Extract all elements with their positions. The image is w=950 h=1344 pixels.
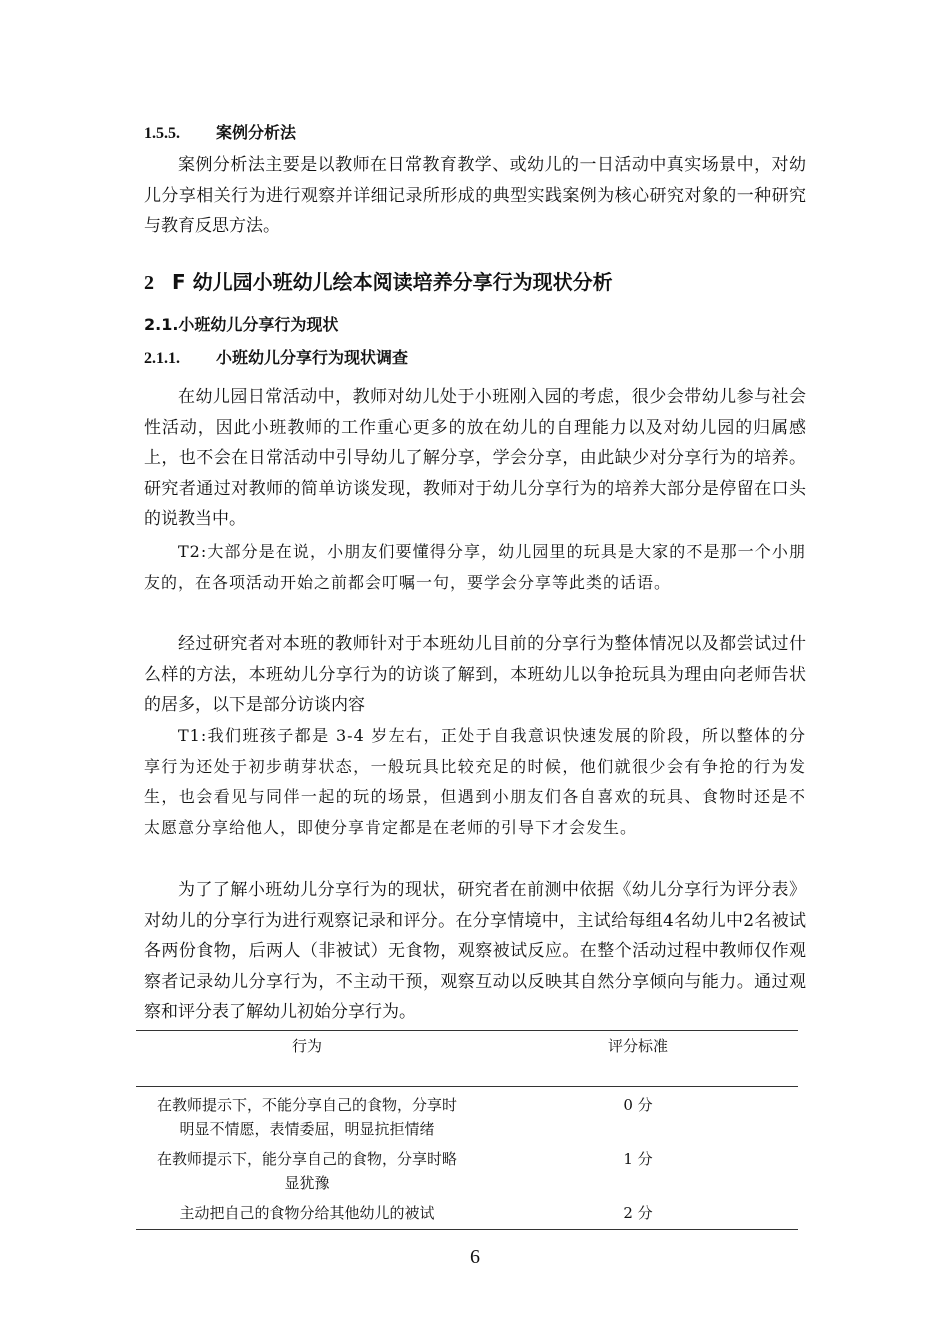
score-cell: 1 分	[623, 1150, 653, 1168]
section-heading-1-5-5	[144, 120, 296, 143]
section-number: 2.1.1.	[144, 350, 180, 367]
column-header-score: 评分标准	[478, 1031, 798, 1087]
behavior-cell: 在教师提示下，不能分享自己的食物，分享时明显不情愿，表情委屈，明显抗拒情绪	[156, 1096, 457, 1138]
behavior-cell: 在教师提示下，能分享自己的食物，分享时略显犹豫	[156, 1150, 457, 1192]
table-header-row	[136, 1031, 798, 1087]
score-cell: 2 分	[478, 1199, 798, 1230]
section-number: 1.5.5.	[144, 125, 180, 142]
behavior-cell: 主动把自己的食物分给其他幼儿的被试	[136, 1199, 478, 1230]
table-row	[136, 1199, 798, 1230]
chapter-heading-2	[144, 266, 613, 295]
paragraph-interview-intro: 经过研究者对本班的教师针对于本班幼儿目前的分享行为整体情况以及都尝试过什么样的方法，本班幼儿分享行为的访谈了解到，本班幼儿以争抢玩具为理由向老师告状的居多，以下是部分访谈内容	[144, 634, 806, 715]
page-number: 6	[470, 1246, 480, 1268]
column-header-behavior: 行为	[136, 1031, 478, 1087]
interview-quote-t2: T2:大部分是在说，小朋友们要懂得分享，幼儿园里的玩具是大家的不是那一个小朋友的，在各项活动开始之前都会叮嘱一句，要学会分享等此类的话语。	[144, 542, 806, 592]
paragraph-pretest: 为了了解小班幼儿分享行为的现状，研究者在前测中依据《幼儿分享行为评分表》对幼儿的分享行为进行观察记录和评分。在分享情境中，主试给每组4名幼儿中2名被试各两份食物，后两人（非被试）无食物，观察被试反应。在整个活动过程中教师仅作观察者记录幼儿分享行为，不主动干预，观察互动以反映其自然分享倾向与能力。通过观察和评分表了解幼儿初始分享行为。	[144, 880, 806, 1022]
chapter-title: F 幼儿园小班幼儿绘本阅读培养分享行为现状分析	[172, 270, 613, 294]
section-title: 小班幼儿分享行为现状调查	[216, 348, 409, 367]
scoring-table	[136, 1030, 798, 1230]
table-row	[136, 1087, 798, 1146]
section-heading-2-1-1	[144, 345, 408, 368]
paragraph-daily-activities: 在幼儿园日常活动中，教师对幼儿处于小班刚入园的考虑，很少会带幼儿参与社会性活动，因此小班教师的工作重心更多的放在幼儿的自理能力以及对幼儿园的归属感上，也不会在日常活动中引导幼儿了解分享，学会分享，由此缺少对分享行为的培养。研究者通过对教师的简单访谈发现，教师对于幼儿分享行为的培养大部分是停留在口头的说教当中。	[144, 387, 806, 529]
section-heading-2-1: 2.1.小班幼儿分享行为现状	[144, 315, 339, 334]
interview-quote-t1: T1:我们班孩子都是 3-4 岁左右，正处于自我意识快速发展的阶段，所以整体的分享行为还处于初步萌芽状态，一般玩具比较充足的时候，他们就很少会有争抢的行为发生，也会看见与同伴一起的玩的场景，但遇到小朋友们各自喜欢的玩具、食物时还是不太愿意分享给他人，即使分享肯定都是在老师的引导下才会发生。	[144, 726, 806, 837]
section-title: 案例分析法	[216, 123, 297, 142]
table-row	[136, 1145, 798, 1199]
chapter-number: 2	[144, 272, 154, 294]
score-cell: 0 分	[623, 1096, 653, 1114]
paragraph-case-analysis: 案例分析法主要是以教师在日常教育教学、或幼儿的一日活动中真实场景中，对幼儿分享相关行为进行观察并详细记录所形成的典型实践案例为核心研究对象的一种研究与教育反思方法。	[144, 155, 806, 236]
